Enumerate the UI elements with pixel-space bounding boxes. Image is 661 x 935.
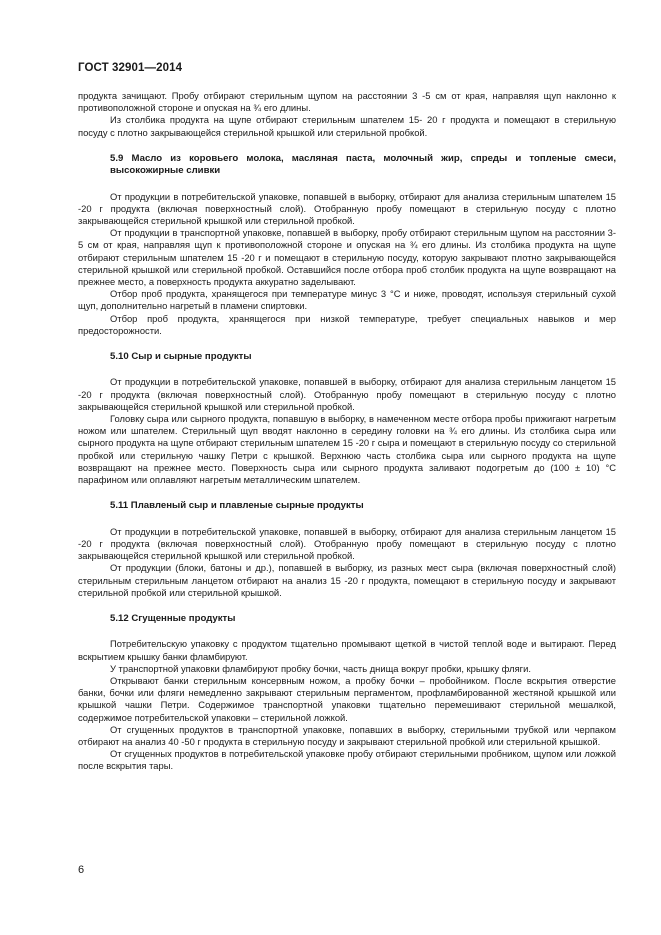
paragraph: От продукции в потребительской упаковке, попавшей в выборку, отбирают для анализа стерильным ланцетом 15 -20 г продукта (включая поверхностный слой). Отобранную пробу помещают в стерильную посуду с плотно закрывающейся стерильной крышкой или стерильной пробкой. — [78, 525, 616, 562]
paragraph: Открывают банки стерильным консервным ножом, а пробку бочки – пробойником. После вскрытия отверстие банки, бочки или фляги немедленно закрывают стерильным пергаментом, профламбированной жестяной крышкой или крышкой чашки Петри. Содержимое транспортной упаковки тщательно перемешивают стерильной мешалкой, содержимое потребительской упаковки – стерильной ложкой. — [78, 674, 616, 723]
paragraph: Головку сыра или сырного продукта, попавшую в выборку, в намеченном месте отбора пробы прижигают нагретым ножом или шпателем. Стерильный щуп вводят наклонно в середину головки на ¾ его длины. Из столбика сыра или сырного продукта на щупе отбирают стерильным шпателем 15 -20 г сыра и помещают в стерильную посуду со стерильной пробкой или стерильную чашку Петри с крышкой. Верхнюю часть столбика сыра или сырного продукта на щупе возвращают на прежнее место. Поверхность сыра или сырного продукта заливают подогретым до (100 ± 10) °С парафином или оплавляют нагретым металлическим шпателем. — [78, 413, 616, 486]
standard-header: ГОСТ 32901—2014 — [78, 62, 183, 74]
paragraph: продукта зачищают. Пробу отбирают стерильным щупом на расстоянии 3 -5 см от края, направляя щуп наклонно к противоположной стороне и опуская на ¾ его длины. — [78, 90, 616, 114]
section-title-5-10: 5.10 Сыр и сырные продукты — [110, 351, 252, 363]
section-title-5-11: 5.11 Плавленый сыр и плавленые сырные продукты — [110, 500, 364, 512]
paragraph: Отбор проб продукта, хранящегося при низкой температуре, требует специальных навыков и мер предосторожности. — [78, 312, 616, 336]
paragraph: Отбор проб продукта, хранящегося при температуре минус 3 °С и ниже, проводят, используя стерильный сухой щуп, дополнительно нагретый в пламени спиртовки. — [78, 288, 616, 312]
paragraph: Из столбика продукта на щупе отбирают стерильным шпателем 15- 20 г продукта и помещают в стерильную посуду с плотно закрывающейся стерильной крышкой или стерильной пробкой. — [78, 114, 616, 138]
paragraph: От сгущенных продуктов в транспортной упаковке, попавших в выборку, стерильными трубкой или черпаком отбирают на анализ 40 -50 г продукта в стерильную посуду и закрывают стерильной пробкой или стерильной крышкой. — [78, 723, 616, 747]
section-title-5-9: 5.9 Масло из коровьего молока, масляная паста, молочный жир, спреды и топленые смеси, высокожирные сливки — [110, 152, 616, 177]
paragraph: От продукции (блоки, батоны и др.), попавшей в выборку, из разных мест сыра (включая поверхностный слой) стерильным стерильным ланцетом отбирают на анализ 15 -20 г продукта, помещают в стерильную посуду и закрывают стерильной пробкой или стерильной крышкой. — [78, 562, 616, 598]
paragraph: Потребительскую упаковку с продуктом тщательно промывают щеткой в чистой теплой воде и вытирают. Перед вскрытием крышку банки фламбируют. — [78, 638, 616, 662]
section-title-5-12: 5.12 Сгущенные продукты — [110, 612, 236, 624]
document-body — [78, 90, 616, 773]
paragraph: От продукции в транспортной упаковке, попавшей в выборку, пробу отбирают стерильным щупом на расстоянии 3- 5 см от края, направляя щуп к противоположной стороне и опуская на ¾ его длины. Из столбика продукта на щупе отбирают стерильным шпателем 15 -20 г и помещают в стерильную посуду, которую закрывают плотно закрывающейся стерильной крышкой или стерильной пробкой. Оставшийся после отбора проб столбик продукта на щупе возвращают на прежнее место, а поверхность продукта аккуратно заделывают. — [78, 227, 616, 288]
paragraph: У транспортной упаковки фламбируют пробку бочки, часть днища вокруг пробки, крышку фляги. — [110, 662, 531, 674]
paragraph: От продукции в потребительской упаковке, попавшей в выборку, отбирают для анализа стерильным ланцетом 15 -20 г продукта (включая поверхностный слой). Отобранную пробу помещают в стерильную посуду с плотно закрывающейся стерильной крышкой или стерильной пробкой. — [78, 376, 616, 412]
paragraph: От сгущенных продуктов в потребительской упаковке пробу отбирают стерильными пробником, щупом или ложкой после вскрытия тары. — [78, 748, 616, 772]
paragraph: От продукции в потребительской упаковке, попавшей в выборку, отбирают для анализа стерильным шпателем 15 -20 г продукта (включая поверхностный слой). Отобранную пробу помещают в стерильную посуду с плотно закрывающейся стерильной крышкой или стерильной пробкой. — [78, 190, 616, 227]
page-number: 6 — [78, 864, 85, 876]
